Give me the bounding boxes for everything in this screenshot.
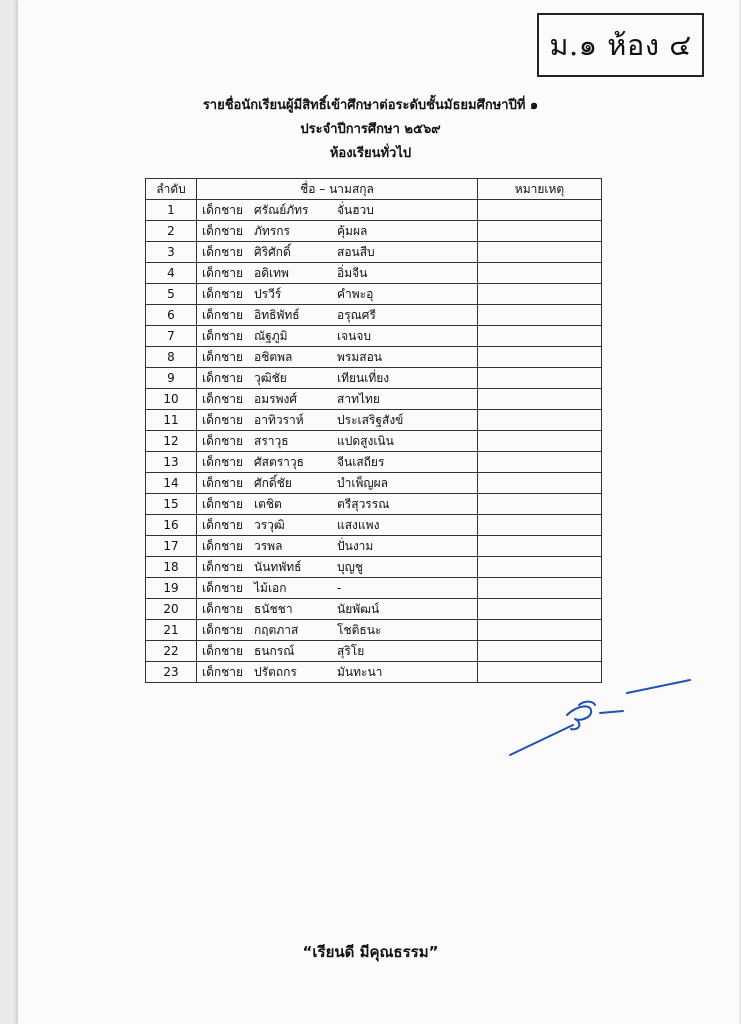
row-number: 16 <box>146 515 197 536</box>
row-number: 21 <box>146 620 197 641</box>
remarks-cell <box>478 641 602 662</box>
table-row <box>146 200 602 221</box>
name-prefix: เด็กชาย <box>202 328 244 343</box>
remarks-cell <box>478 452 602 473</box>
first-name: วุฒิชัย <box>254 370 287 385</box>
remarks-cell <box>478 389 602 410</box>
student-name-cell <box>197 242 478 263</box>
student-name-cell <box>197 347 478 368</box>
first-name: ศรัณย์ภัทร <box>254 202 309 217</box>
remarks-cell <box>478 515 602 536</box>
student-name-cell <box>197 326 478 347</box>
last-name: ปั่นงาม <box>337 538 374 553</box>
last-name: อรุณศรี <box>337 307 376 322</box>
student-name-cell <box>197 410 478 431</box>
student-name-cell <box>197 578 478 599</box>
student-name-cell <box>197 200 478 221</box>
name-prefix: เด็กชาย <box>202 559 244 574</box>
table-row <box>146 242 602 263</box>
first-name: ปรัตถกร <box>254 664 297 679</box>
table-row <box>146 431 602 452</box>
remarks-cell <box>478 557 602 578</box>
student-name-cell <box>197 284 478 305</box>
row-number: 1 <box>146 200 197 221</box>
name-prefix: เด็กชาย <box>202 202 244 217</box>
first-name: สราวุธ <box>254 433 289 448</box>
row-number: 3 <box>146 242 197 263</box>
remarks-cell <box>478 221 602 242</box>
first-name: นันทพัทธ์ <box>254 559 302 574</box>
name-prefix: เด็กชาย <box>202 538 244 553</box>
row-number: 17 <box>146 536 197 557</box>
student-name-cell <box>197 641 478 662</box>
row-number: 10 <box>146 389 197 410</box>
name-prefix: เด็กชาย <box>202 622 244 637</box>
table-row <box>146 557 602 578</box>
student-list-table <box>145 178 602 683</box>
remarks-cell <box>478 263 602 284</box>
student-name-cell <box>197 221 478 242</box>
remarks-cell <box>478 494 602 515</box>
last-name: บำเพ็ญผล <box>337 475 388 490</box>
table-row <box>146 641 602 662</box>
student-name-cell <box>197 389 478 410</box>
student-name-cell <box>197 620 478 641</box>
row-number: 7 <box>146 326 197 347</box>
table-row <box>146 221 602 242</box>
last-name: จั่นฮวบ <box>337 202 374 217</box>
first-name: ภัทรกร <box>254 223 290 238</box>
room-label: ม.๑ ห้อง ๔ <box>549 28 692 62</box>
row-number: 13 <box>146 452 197 473</box>
student-name-cell <box>197 263 478 284</box>
name-prefix: เด็กชาย <box>202 391 244 406</box>
first-name: อชิตพล <box>254 349 293 364</box>
remarks-cell <box>478 536 602 557</box>
column-header-number: ลำดับ <box>146 179 197 200</box>
remarks-cell <box>478 473 602 494</box>
last-name: ตรีสุวรรณ <box>337 496 390 511</box>
first-name: ไม้เอก <box>254 580 287 595</box>
table-row <box>146 515 602 536</box>
name-prefix: เด็กชาย <box>202 286 244 301</box>
first-name: ศักดิ์ชัย <box>254 475 292 490</box>
remarks-cell <box>478 242 602 263</box>
student-name-cell <box>197 431 478 452</box>
name-prefix: เด็กชาย <box>202 307 244 322</box>
remarks-cell <box>478 284 602 305</box>
first-name: กฤตภาส <box>254 622 299 637</box>
document-title: รายชื่อนักเรียนผู้มีสิทธิ์เข้าศึกษาต่อระดับชั้นมัธยมศึกษาปีที่ ๑ <box>202 98 539 113</box>
table-row <box>146 368 602 389</box>
name-prefix: เด็กชาย <box>202 643 244 658</box>
remarks-cell <box>478 620 602 641</box>
table-row <box>146 326 602 347</box>
remarks-cell <box>478 326 602 347</box>
row-number: 15 <box>146 494 197 515</box>
first-name: ธนกรณ์ <box>254 643 295 658</box>
last-name: สาทไทย <box>337 391 380 406</box>
table-row <box>146 347 602 368</box>
last-name: เทียนเที่ยง <box>337 370 390 385</box>
table-row <box>146 263 602 284</box>
first-name: อาทิวราห์ <box>254 412 304 427</box>
table-row <box>146 452 602 473</box>
remarks-cell <box>478 578 602 599</box>
table-header-row <box>146 179 602 200</box>
first-name: ณัฐภูมิ <box>254 328 288 343</box>
first-name: อมรพงศ์ <box>254 391 297 406</box>
last-name: แปดสูงเนิน <box>337 433 394 448</box>
last-name: อิ่มจีน <box>337 265 368 280</box>
student-name-cell <box>197 473 478 494</box>
name-prefix: เด็กชาย <box>202 265 244 280</box>
first-name: อิทธิพัทธ์ <box>254 307 300 322</box>
row-number: 11 <box>146 410 197 431</box>
row-number: 4 <box>146 263 197 284</box>
last-name: แสงแพง <box>337 517 380 532</box>
name-prefix: เด็กชาย <box>202 433 244 448</box>
last-name: โชติธนะ <box>337 622 382 637</box>
table-row <box>146 305 602 326</box>
signature <box>505 675 700 760</box>
first-name: ธนัชชา <box>254 601 293 616</box>
last-name: ประเสริฐสังข์ <box>337 412 404 427</box>
row-number: 9 <box>146 368 197 389</box>
first-name: ศัสตราวุธ <box>254 454 304 469</box>
table-row <box>146 536 602 557</box>
table-row <box>146 494 602 515</box>
name-prefix: เด็กชาย <box>202 580 244 595</box>
row-number: 6 <box>146 305 197 326</box>
name-prefix: เด็กชาย <box>202 496 244 511</box>
remarks-cell <box>478 431 602 452</box>
first-name: เตชิต <box>254 496 282 511</box>
last-name: - <box>337 580 342 595</box>
table-row <box>146 284 602 305</box>
last-name: คุ้มผล <box>337 223 368 238</box>
row-number: 14 <box>146 473 197 494</box>
column-header-remarks: หมายเหตุ <box>478 179 602 200</box>
student-name-cell <box>197 536 478 557</box>
student-name-cell <box>197 515 478 536</box>
table-row <box>146 389 602 410</box>
student-name-cell <box>197 599 478 620</box>
table-row <box>146 410 602 431</box>
name-prefix: เด็กชาย <box>202 475 244 490</box>
table-row <box>146 578 602 599</box>
column-header-name: ชื่อ – นามสกุล <box>197 179 478 200</box>
remarks-cell <box>478 410 602 431</box>
row-number: 23 <box>146 662 197 683</box>
student-name-cell <box>197 368 478 389</box>
student-name-cell <box>197 305 478 326</box>
row-number: 20 <box>146 599 197 620</box>
last-name: สอนสืบ <box>337 244 375 259</box>
first-name: วรพล <box>254 538 283 553</box>
remarks-cell <box>478 200 602 221</box>
name-prefix: เด็กชาย <box>202 601 244 616</box>
last-name: สุริโย <box>337 643 365 658</box>
remarks-cell <box>478 599 602 620</box>
remarks-cell <box>478 305 602 326</box>
room-label-box <box>537 13 704 77</box>
row-number: 19 <box>146 578 197 599</box>
remarks-cell <box>478 368 602 389</box>
academic-year: ประจำปีการศึกษา ๒๕๖๙ <box>300 122 441 137</box>
name-prefix: เด็กชาย <box>202 412 244 427</box>
name-prefix: เด็กชาย <box>202 223 244 238</box>
row-number: 5 <box>146 284 197 305</box>
last-name: นัยพัฒน์ <box>337 601 380 616</box>
row-number: 22 <box>146 641 197 662</box>
name-prefix: เด็กชาย <box>202 517 244 532</box>
last-name: บุญชู <box>337 559 363 574</box>
table-row <box>146 599 602 620</box>
last-name: เจนจบ <box>337 328 371 343</box>
table-body <box>146 200 602 683</box>
first-name: อดิเทพ <box>254 265 289 280</box>
row-number: 2 <box>146 221 197 242</box>
student-name-cell <box>197 494 478 515</box>
first-name: ศิริศักดิ์ <box>254 244 291 259</box>
first-name: วรวุฒิ <box>254 517 285 532</box>
first-name: ปรวีร์ <box>254 286 282 301</box>
name-prefix: เด็กชาย <box>202 244 244 259</box>
table-row <box>146 620 602 641</box>
student-name-cell <box>197 662 478 683</box>
name-prefix: เด็กชาย <box>202 664 244 679</box>
name-prefix: เด็กชาย <box>202 454 244 469</box>
name-prefix: เด็กชาย <box>202 349 244 364</box>
class-type: ห้องเรียนทั่วไป <box>329 146 412 161</box>
last-name: มันทะนา <box>337 664 383 679</box>
row-number: 8 <box>146 347 197 368</box>
remarks-cell <box>478 347 602 368</box>
last-name: จีนเสถียร <box>337 454 385 469</box>
last-name: คำพะอุ <box>337 286 374 301</box>
table-row <box>146 473 602 494</box>
name-prefix: เด็กชาย <box>202 370 244 385</box>
school-motto: “เรียนดี มีคุณธรรม” <box>302 943 439 961</box>
row-number: 18 <box>146 557 197 578</box>
row-number: 12 <box>146 431 197 452</box>
student-name-cell <box>197 452 478 473</box>
last-name: พรมสอน <box>337 349 382 364</box>
student-name-cell <box>197 557 478 578</box>
